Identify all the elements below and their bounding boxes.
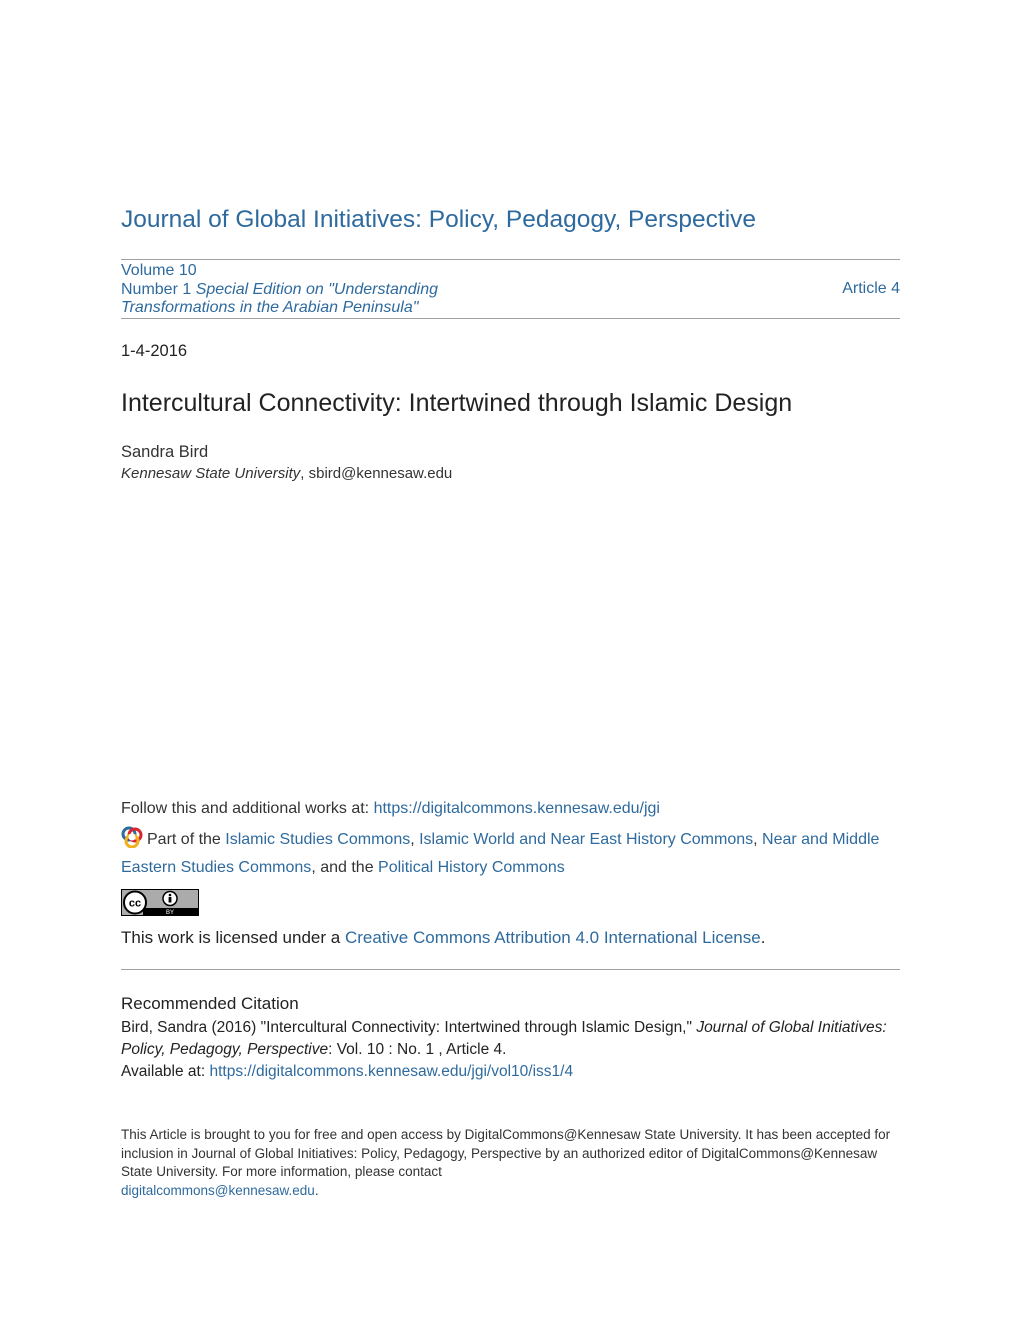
part-of-sep: , (753, 831, 763, 848)
commons-link-islamic-world[interactable]: Islamic World and Near East History Commons (419, 831, 754, 848)
commons-link-political-history[interactable]: Political History Commons (378, 859, 565, 876)
author-name: Sandra Bird (121, 443, 209, 461)
issue-details (121, 262, 438, 318)
part-of-and-the: , and the (311, 859, 379, 876)
part-of-line (121, 826, 900, 882)
citation-text (121, 1017, 900, 1083)
cc-by-license-badge[interactable] (121, 889, 199, 916)
section-divider (121, 969, 900, 970)
follow-url-link[interactable]: https://digitalcommons.kennesaw.edu/jgi (373, 800, 660, 817)
special-edition-link[interactable]: Special Edition on "Understanding (195, 280, 438, 298)
footer-end: . (314, 1182, 319, 1198)
author-email: sbird@kennesaw.edu (308, 465, 453, 482)
footer-note (121, 1126, 900, 1200)
commons-link-near-middle-eastern[interactable]: Near and Middle Eastern Studies Commons (121, 831, 880, 876)
part-of-sep: , (410, 831, 420, 848)
article-number-link[interactable]: Article 4 (842, 280, 900, 297)
footer-text: This Article is brought to you for free and open access by DigitalCommons@Kennesaw State University. It has been accepted for inclusion in Journal of Global Initiatives: Policy, Pedagogy, Perspective by an authorized editor of DigitalCommons@Kennesaw State University. For more information, please contact (121, 1127, 891, 1179)
license-suffix: . (760, 928, 766, 947)
contact-email-link[interactable]: digitalcommons@kennesaw.edu (121, 1182, 315, 1198)
follow-label: Follow this and additional works at: (121, 800, 374, 817)
citation-part1: Bird, Sandra (2016) "Intercultural Connectivity: Intertwined through Islamic Design," (121, 1019, 697, 1036)
citation-part2: : Vol. 10 : No. 1 , Article 4. (328, 1041, 507, 1058)
issue-info-block (121, 259, 900, 319)
affiliation-name: Kennesaw State University (121, 465, 301, 482)
number-link[interactable]: Number 1 (121, 280, 192, 298)
article-title: Intercultural Connectivity: Intertwined through Islamic Design (121, 389, 793, 417)
citation-url-link[interactable]: https://digitalcommons.kennesaw.edu/jgi/vol10/iss1/4 (209, 1063, 574, 1080)
bepress-commons-icon (121, 826, 145, 848)
volume-link[interactable]: Volume 10 (121, 262, 197, 279)
journal-title[interactable]: Journal of Global Initiatives: Policy, Pedagogy, Perspective (121, 206, 757, 233)
citation-journal: Journal of Global Initiatives: Policy, Pedagogy, Perspective (121, 1019, 887, 1058)
special-edition-link-cont[interactable]: Transformations in the Arabian Peninsula" (121, 299, 419, 316)
available-label: Available at: (121, 1063, 210, 1080)
cc-badge-cc-text: cc (128, 897, 142, 910)
license-link[interactable]: Creative Commons Attribution 4.0 International License (344, 928, 761, 947)
license-prefix: This work is licensed under a (121, 928, 345, 947)
follow-line (121, 798, 660, 820)
publication-date: 1-4-2016 (121, 342, 188, 360)
commons-link-islamic-studies[interactable]: Islamic Studies Commons (225, 831, 411, 848)
license-line (121, 926, 765, 950)
cc-badge-by-text: BY (165, 910, 175, 916)
author-affiliation: Kennesaw State University, sbird@kennesaw.edu (121, 465, 453, 482)
part-of-prefix: Part of the (147, 831, 226, 848)
recommended-citation-heading: Recommended Citation (121, 994, 299, 1013)
